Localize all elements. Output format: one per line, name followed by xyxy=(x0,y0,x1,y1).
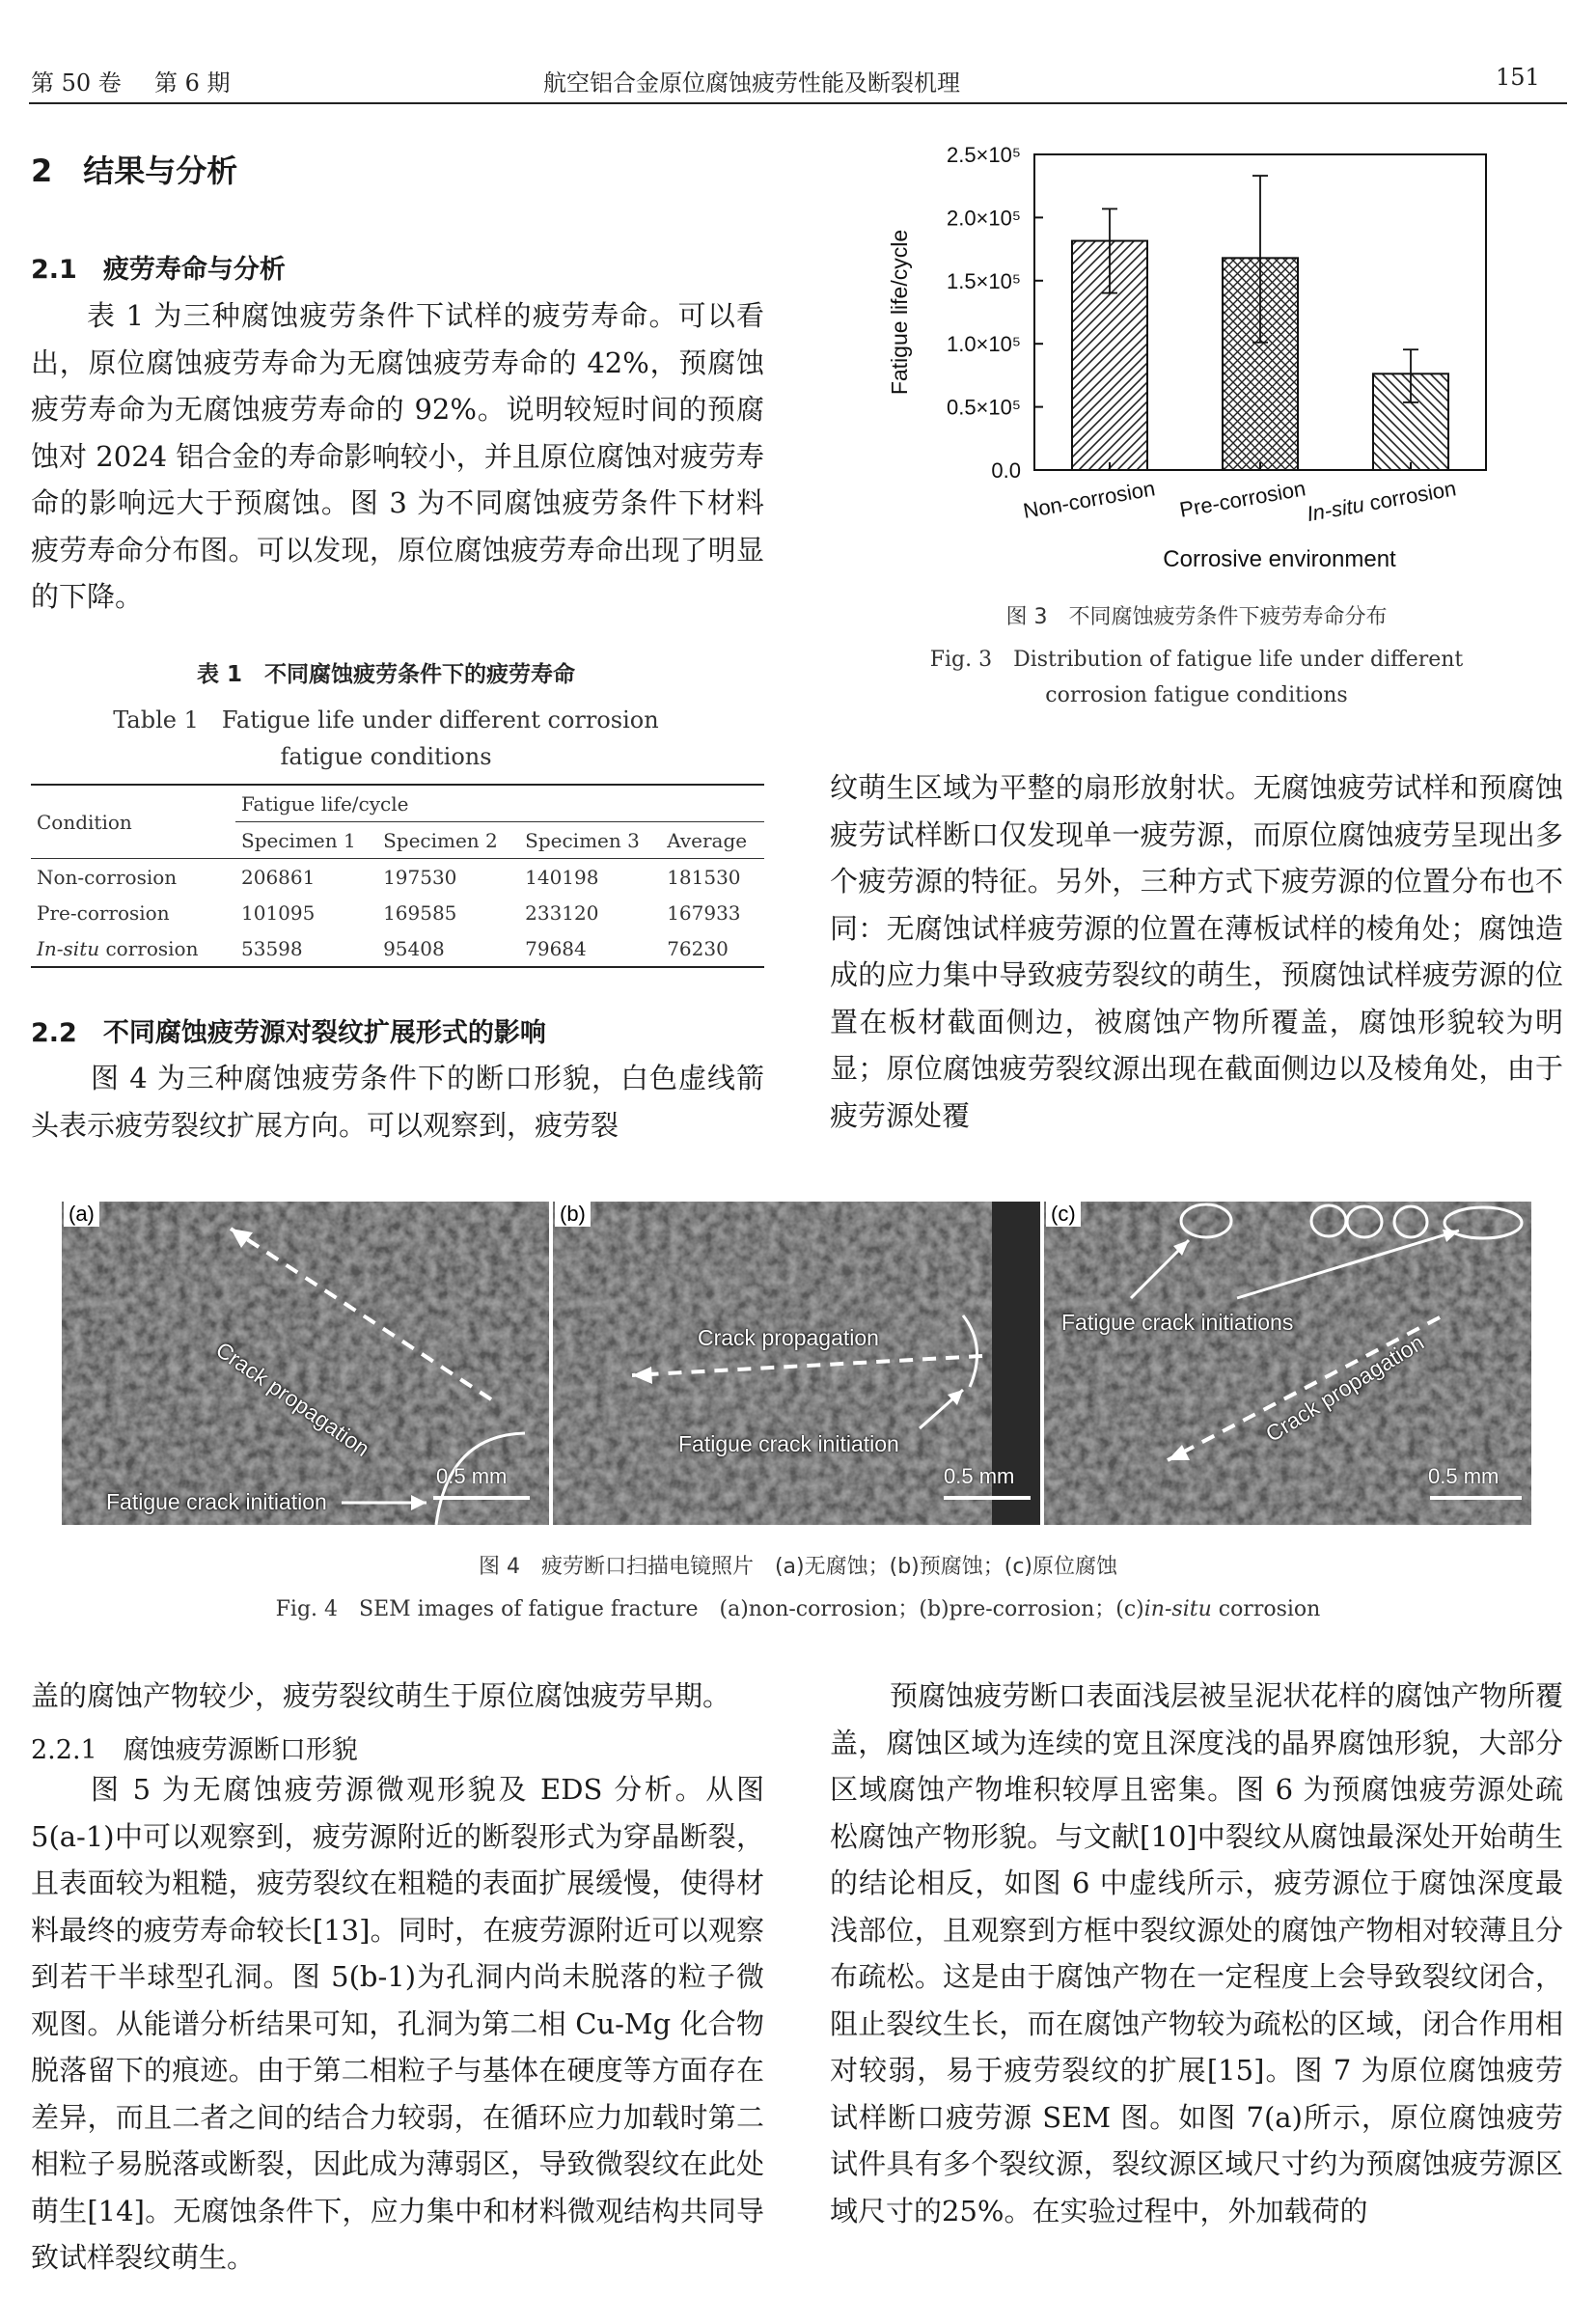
table1-cell: 206861 xyxy=(241,865,316,889)
table1-cell: 167933 xyxy=(667,900,741,925)
right-paragraph-1: 纹萌生区域为平整的扇形放射状。无腐蚀疲劳试样和预腐蚀疲劳试样断口仅发现单一疲劳源，而原位腐蚀疲劳呈现出多个疲劳源的特征。另外，三种方式下疲劳源的位置分布也不同：无腐蚀试样疲劳源的位置在薄板试样的棱角处；腐蚀造成的应力集中导致疲劳裂纹的萌生，预腐蚀试样疲劳源的位置在板材截面侧边，被腐蚀产物所覆盖，腐蚀形貌较为明显；原位腐蚀疲劳裂纹源出现在截面侧边以及棱角处，由于疲劳源处覆 xyxy=(830,771,1563,1132)
table1-cell-condition: Pre-corrosion xyxy=(37,900,170,925)
table1-cell: 101095 xyxy=(241,900,316,925)
x-category-label: Non-corrosion xyxy=(1021,476,1157,523)
x-category-label: Pre-corrosion xyxy=(1177,476,1307,522)
section-2-1-heading: 2.1 疲劳寿命与分析 xyxy=(31,255,286,285)
fig3-chart xyxy=(868,130,1515,584)
section-2-2-1-heading: 2.2.1 腐蚀疲劳源断口形貌 xyxy=(31,1735,358,1765)
fig4-panel-a xyxy=(62,1202,549,1525)
table1-cell-condition-rest: corrosion xyxy=(99,936,199,960)
table1-cell: 95408 xyxy=(383,936,445,960)
fig4-a-scale: 0.5 mm xyxy=(436,1464,508,1488)
table1-cell-condition-italic: In-situ xyxy=(37,936,100,960)
table1-header-specimen1: Specimen 1 xyxy=(235,822,377,859)
table1-header-average: Average xyxy=(661,822,764,859)
x-category-label: In-situ corrosion xyxy=(1305,476,1458,527)
y-axis-label: Fatigue life/cycle xyxy=(887,229,912,396)
fig4-caption-en-post: corrosion xyxy=(1211,1597,1321,1621)
table1-header-group: Fatigue life/cycle xyxy=(235,786,764,822)
table-row xyxy=(31,895,764,930)
fig4-b-crack-label: Crack propagation xyxy=(698,1325,879,1350)
table1-cell: 169585 xyxy=(383,900,457,925)
fig4-b-scale: 0.5 mm xyxy=(944,1464,1015,1488)
fig3-caption-cn: 图 3 不同腐蚀疲劳条件下疲劳寿命分布 xyxy=(1005,605,1388,629)
y-tick-label: 2.0×10⁵ xyxy=(946,206,1021,231)
y-tick-label: 1.0×10⁵ xyxy=(946,332,1021,357)
x-axis-label: Corrosive environment xyxy=(1163,546,1396,572)
table1-cell: 53598 xyxy=(241,936,303,960)
table1-caption-en-line1: Table 1 Fatigue life under different corrosion xyxy=(113,706,659,733)
table1-cell: 181530 xyxy=(667,865,741,889)
table1 xyxy=(31,784,764,968)
fig4-caption-en-pre: Fig. 4 SEM images of fatigue fracture (a)non-corrosion；(b)pre-corrosion；(c) xyxy=(275,1597,1144,1621)
section-2-2-paragraph: 图 4 为三种腐蚀疲劳条件下的断口形貌，白色虚线箭头表示疲劳裂纹扩展方向。可以观察到，疲劳裂 xyxy=(31,1062,764,1142)
table1-header-specimen2: Specimen 2 xyxy=(377,822,519,859)
fig4-c-crack-label: Crack propagation xyxy=(1261,1329,1429,1448)
header-issue: 第 6 期 xyxy=(154,69,231,97)
header-rule xyxy=(29,102,1567,104)
table1-cell: 197530 xyxy=(383,865,457,889)
y-tick-label: 0.0 xyxy=(991,458,1021,483)
fig3-caption-en-line1: Fig. 3 Distribution of fatigue life under different xyxy=(929,648,1464,672)
y-tick-label: 1.5×10⁵ xyxy=(946,268,1021,293)
fig4-panel-label-a: (a) xyxy=(64,1202,99,1227)
section-2-2-1-paragraph: 图 5 为无腐蚀疲劳源微观形貌及 EDS 分析。从图 5(a-1)中可以观察到，疲劳源附近的断裂形式为穿晶断裂，且表面较为粗糙，疲劳裂纹在粗糙的表面扩展缓慢，使得材料最终的疲劳寿命较长[13]。同时，在疲劳源附近可以观察到若干半球型孔洞。图 5(b-1)为孔洞内尚未脱落的粒子微观图。从能谱分析结果可知，孔洞为第二相 Cu-Mg 化合物脱落留下的痕迹。由于第二相粒子与基体在硬度等方面存在差异，而且二者之间的结合力较弱，在循环应力加载时第二相粒子易脱落或断裂，因此成为薄弱区，导致微裂纹在此处萌生[14]。无腐蚀条件下，应力集中和材料微观结构共同导致试样裂纹萌生。 xyxy=(31,1773,764,2274)
section-2-heading: 2 结果与分析 xyxy=(31,152,238,189)
fig4-caption-cn: 图 4 疲劳断口扫描电镜照片 (a)无腐蚀；(b)预腐蚀；(c)原位腐蚀 xyxy=(478,1555,1118,1579)
fig4-panel-label-b: (b) xyxy=(555,1202,591,1227)
header-title: 航空铝合金原位腐蚀疲劳性能及断裂机理 xyxy=(543,69,960,97)
fig4-b-init-label: Fatigue crack initiation xyxy=(678,1431,899,1456)
table1-cell-condition: Non-corrosion xyxy=(37,865,178,889)
table1-header-specimen3: Specimen 3 xyxy=(519,822,661,859)
table1-header-condition: Condition xyxy=(31,786,235,859)
fig4-a-crack-label: Crack propagation xyxy=(211,1337,374,1462)
table1-caption-cn: 表 1 不同腐蚀疲劳条件下的疲劳寿命 xyxy=(196,662,575,687)
table1-cell: 233120 xyxy=(525,900,599,925)
right-paragraph-2: 预腐蚀疲劳断口表面浅层被呈泥状花样的腐蚀产物所覆盖，腐蚀区域为连续的宽且深度浅的晶界腐蚀形貌，大部分区域腐蚀产物堆积较厚且密集。图 6 为预腐蚀疲劳源处疏松腐蚀产物形貌。与文献[10]中裂纹从腐蚀最深处开始萌生的结论相反，如图 6 中虚线所示，疲劳源位于腐蚀深度最浅部位，且观察到方框中裂纹源处的腐蚀产物相对较薄且分布疏松。这是由于腐蚀产物在一定程度上会导致裂纹闭合，阻止裂纹生长，而在腐蚀产物较为疏松的区域，闭合作用相对较弱，易于疲劳裂纹的扩展[15]。图 7 为原位腐蚀疲劳试样断口疲劳源 SEM 图。如图 7(a)所示，原位腐蚀疲劳试件具有多个裂纹源，裂纹源区域尺寸约为预腐蚀疲劳源区域尺寸的25%。在实验过程中，外加载荷的 xyxy=(830,1679,1563,2227)
y-tick-label: 2.5×10⁵ xyxy=(946,143,1021,167)
fig4-panel-c xyxy=(1044,1202,1531,1525)
table-row xyxy=(31,930,764,966)
header-page-number: 151 xyxy=(1496,64,1540,91)
fig4-c-scale: 0.5 mm xyxy=(1428,1464,1500,1488)
fig4-panel-b xyxy=(553,1202,1040,1525)
section-2-2-heading: 2.2 不同腐蚀疲劳源对裂纹扩展形式的影响 xyxy=(31,1018,546,1048)
section-2-1-paragraph: 表 1 为三种腐蚀疲劳条件下试样的疲劳寿命。可以看出，原位腐蚀疲劳寿命为无腐蚀疲劳寿命的 42%，预腐蚀疲劳寿命为无腐蚀疲劳寿命的 92%。说明较短时间的预腐蚀对 2024 铝合金的寿命影响较小，并且原位腐蚀对疲劳寿命的影响远大于预腐蚀。图 3 为不同腐蚀疲劳条件下材料疲劳寿命分布图。可以发现，原位腐蚀疲劳寿命出现了明显的下降。 xyxy=(31,299,764,613)
y-tick-label: 0.5×10⁵ xyxy=(946,395,1021,420)
fig4-c-init-label: Fatigue crack initiations xyxy=(1061,1310,1294,1335)
table1-cell-condition xyxy=(31,930,235,966)
table1-cell: 79684 xyxy=(525,936,587,960)
fig4-panel-label-c: (c) xyxy=(1046,1202,1081,1227)
fig4-a-init-label: Fatigue crack initiation xyxy=(106,1489,327,1514)
table-row xyxy=(31,859,764,896)
fig4-caption-en-italic: in-situ xyxy=(1143,1597,1212,1621)
table1-cell: 76230 xyxy=(667,936,729,960)
header-volume: 第 50 卷 xyxy=(31,69,122,97)
section-2-2-1-lead: 盖的腐蚀产物较少，疲劳裂纹萌生于原位腐蚀疲劳早期。 xyxy=(31,1679,731,1712)
table1-caption-en-line2: fatigue conditions xyxy=(280,743,492,770)
fig4-caption-en xyxy=(0,1592,1596,1622)
table1-cell: 140198 xyxy=(525,865,599,889)
fig3-caption-en-line2: corrosion fatigue conditions xyxy=(1045,683,1348,707)
